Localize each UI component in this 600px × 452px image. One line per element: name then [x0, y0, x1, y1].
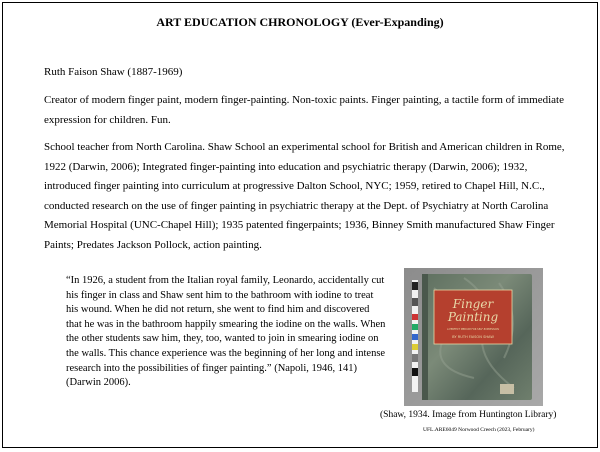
book-title-line2: Painting [447, 310, 499, 324]
image-caption: (Shaw, 1934. Image from Huntington Library) [380, 410, 557, 420]
book-illustration [404, 268, 543, 406]
book-author: BY RUTH FAISON SHAW [452, 335, 494, 339]
bio-paragraph: School teacher from North Carolina. Shaw School an experimental school for British and American children in Rome, 1922 (Darwin, 2006); Integrated finger-painting into education and psychiatric therapy (Darwin, 2006); 1932, introduced finger painting into curriculum at progressive Dalton School, NYC; 1959, retired to Chapel Hill, N.C., conducted research on the use of finger painting in psychiatric therapy at the Dept. of Psychiatry at North Carolina Memorial Hospital (UNC-Chapel Hill); 1935 patented fingerpaints; 1936, Binney Smith manufactured Shaw Finger Paints; Predates Jackson Pollock, action painting. [44, 141, 565, 251]
quote-block: “In 1926, a student from the Italian royal family, Leonardo, accidentally cut his finger in class and Shaw sent him to the bathroom with iodine to treat his wound. When he did not return, she went to find him and discovered that he was in the bathroom happily smearing the iodine on the walls. When the other students saw him, they, too, wanted to join in smearing iodine on the walls. This chance experience was the beginning of her long and intense research into the possibilities of finger painting.” (Napoli, 1946, 141) (Darwin 2006). [66, 275, 386, 389]
book-subtitle: A PERFECT MEDIUM FOR SELF-EXPRESSION [447, 328, 499, 331]
course-credit: UFL.ARE6049 Norwood Creech (2023, February) [423, 427, 535, 433]
subject-name: Ruth Faison Shaw (1887-1969) [44, 66, 183, 78]
book-title-line1: Finger [452, 297, 494, 311]
slide-title: ART EDUCATION CHRONOLOGY (Ever-Expanding) [156, 15, 444, 29]
book-photo [404, 268, 543, 406]
slide [2, 2, 598, 448]
creator-paragraph: Creator of modern finger paint, modern finger-painting. Non-toxic paints. Finger painting, a tactile form of immediate expression for children. Fun. [44, 94, 564, 126]
